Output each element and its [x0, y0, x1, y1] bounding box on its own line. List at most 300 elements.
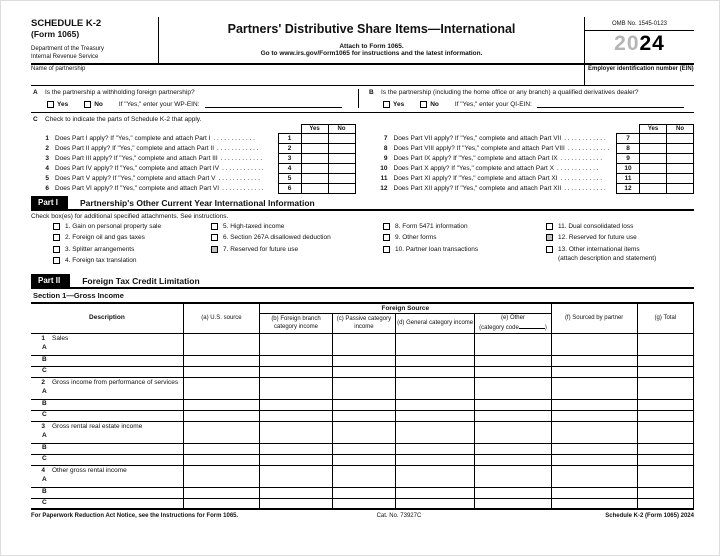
country-entry-line[interactable]: C [31, 410, 183, 421]
apply-row-num: 4 [45, 164, 49, 172]
grid-cell[interactable] [551, 377, 637, 388]
grid-cell[interactable] [637, 355, 693, 366]
col-b-header: (b) Foreign branch category income [260, 314, 333, 333]
grid-cell[interactable] [332, 410, 395, 421]
grid-cell[interactable] [332, 355, 395, 366]
attachment-label: 2. Foreign oil and gas taxes [65, 234, 145, 242]
grid-cell[interactable] [475, 344, 551, 355]
grid-cell[interactable] [260, 498, 333, 509]
apply-row-num: 11 [380, 174, 388, 182]
grid-cell[interactable] [551, 388, 637, 399]
apply-row-num: 8 [383, 144, 388, 152]
table-row-item-2 [31, 377, 694, 388]
question-b-yes-checkbox[interactable] [383, 101, 390, 108]
attachment-checkbox-1[interactable] [53, 223, 60, 230]
table-row-2B [31, 399, 694, 410]
grid-cell[interactable] [260, 344, 333, 355]
country-entry-line[interactable]: B [31, 399, 183, 410]
grid-cell[interactable] [183, 498, 259, 509]
grid-cell[interactable] [475, 454, 551, 465]
table-row-2C [31, 410, 694, 421]
grid-cell[interactable] [395, 454, 475, 465]
attachment-checkbox-3[interactable] [53, 246, 60, 253]
yes-column-header: Yes [639, 124, 667, 134]
grid-cell[interactable] [395, 366, 475, 377]
grid-cell[interactable] [637, 454, 693, 465]
grid-cell[interactable] [551, 366, 637, 377]
part-i-title: Partnership's Other Current Year International Information [80, 197, 315, 208]
table-row-4C [31, 498, 694, 509]
grid-cell[interactable] [260, 355, 333, 366]
section-1-heading: Section 1—Gross Income [31, 289, 694, 304]
grid-cell[interactable] [183, 454, 259, 465]
grid-cell[interactable] [395, 465, 475, 476]
grid-cell[interactable] [551, 443, 637, 454]
grid-cell[interactable] [475, 410, 551, 421]
attachment-checkbox-13[interactable] [546, 246, 553, 253]
country-entry-line[interactable]: A [31, 344, 183, 355]
grid-cell[interactable] [260, 399, 333, 410]
grid-cell[interactable] [395, 377, 475, 388]
attachment-item-11 [546, 223, 694, 230]
apply-row-text: Does Part X apply? If "Yes," complete and attach Part X [393, 164, 554, 172]
grid-cell[interactable] [475, 465, 551, 476]
grid-cell[interactable] [551, 344, 637, 355]
apply-table-right [370, 124, 695, 194]
grid-cell[interactable] [551, 465, 637, 476]
grid-cell[interactable] [183, 465, 259, 476]
part-i-checkbox-grid [31, 223, 694, 272]
apply-row-linenum: 8 [616, 143, 640, 154]
grid-cell[interactable] [395, 399, 475, 410]
grid-cell[interactable] [475, 377, 551, 388]
grid-cell[interactable] [260, 366, 333, 377]
apply-row-linenum: 7 [616, 133, 640, 144]
country-entry-line[interactable]: A [31, 476, 183, 487]
grid-cell[interactable] [395, 487, 475, 498]
attachment-checkbox-9[interactable] [383, 234, 390, 241]
part-i-bar [31, 196, 694, 211]
question-a-no-checkbox[interactable] [84, 101, 91, 108]
grid-cell[interactable] [551, 399, 637, 410]
grid-cell[interactable] [332, 344, 395, 355]
grid-cell[interactable] [183, 344, 259, 355]
schedule-name: SCHEDULE K-2 [31, 18, 102, 29]
grid-cell[interactable] [395, 432, 475, 443]
row-label: Gross rental real estate income [52, 422, 143, 430]
grid-cell[interactable] [551, 410, 637, 421]
apply-row-num: 9 [383, 154, 388, 162]
grid-cell[interactable] [332, 498, 395, 509]
grid-cell[interactable] [475, 366, 551, 377]
apply-row-text: Does Part IX apply? If "Yes," complete and attach Part IX [393, 154, 558, 162]
apply-row-linenum: 1 [278, 133, 302, 144]
grid-cell[interactable] [332, 333, 395, 344]
apply-row-linenum: 5 [278, 173, 302, 184]
attachment-item-9 [383, 234, 546, 241]
grid-cell[interactable] [551, 421, 637, 432]
grid-cell[interactable] [332, 476, 395, 487]
apply-row-6 [37, 183, 356, 194]
grid-cell[interactable] [637, 443, 693, 454]
grid-cell[interactable] [551, 355, 637, 366]
apply-row-linenum: 9 [616, 153, 640, 164]
paperwork-notice: For Paperwork Reduction Act Notice, see the Instructions for Form 1065. [31, 513, 239, 520]
grid-cell[interactable] [551, 498, 637, 509]
grid-cell[interactable] [260, 443, 333, 454]
grid-cell[interactable] [260, 388, 333, 399]
grid-cell[interactable] [260, 377, 333, 388]
no-column-header: No [328, 124, 356, 134]
grid-cell[interactable] [260, 421, 333, 432]
apply-row-linenum: 12 [616, 183, 640, 194]
grid-cell[interactable] [332, 399, 395, 410]
grid-cell[interactable] [183, 366, 259, 377]
apply-no-checkbox-6[interactable] [328, 183, 356, 194]
grid-cell[interactable] [183, 355, 259, 366]
grid-cell[interactable] [260, 487, 333, 498]
attachment-label: 6. Section 267A disallowed deduction [223, 234, 331, 242]
question-a-no-label: No [94, 100, 103, 108]
table-row-item-1 [31, 333, 694, 344]
grid-cell[interactable] [332, 421, 395, 432]
apply-row-num: 1 [45, 134, 49, 142]
attachment-label: 12. Reserved for future use [558, 234, 637, 242]
grid-cell[interactable] [637, 377, 693, 388]
grid-cell[interactable] [183, 421, 259, 432]
attachment-item-13-note: (attach description and statement) [558, 255, 657, 263]
grid-cell[interactable] [637, 476, 693, 487]
country-entry-line[interactable]: B [31, 443, 183, 454]
question-a [31, 89, 359, 108]
grid-cell[interactable] [637, 344, 693, 355]
dot-leader: . . . . . . . . . . . . [218, 174, 261, 182]
attachment-item-10 [383, 246, 546, 253]
table-row-4B [31, 487, 694, 498]
grid-cell[interactable] [332, 487, 395, 498]
attachment-label: 8. Form 5471 information [395, 222, 468, 230]
attachment-checkbox-4[interactable] [53, 257, 60, 264]
grid-cell[interactable] [475, 476, 551, 487]
row-number: 1 [41, 334, 45, 342]
grid-cell[interactable] [395, 344, 475, 355]
grid-cell[interactable] [551, 487, 637, 498]
apply-row-linenum: 4 [278, 163, 302, 174]
apply-row-text: Does Part VIII apply? If "Yes," complete and attach Part VIII [393, 144, 565, 152]
apply-row-text: Does Part XII apply? If "Yes," complete and attach Part XII [393, 184, 562, 192]
attachment-checkbox-6[interactable] [211, 234, 218, 241]
apply-row-text: Does Part III apply? If "Yes," complete and attach Part III [55, 154, 218, 162]
row-number: 3 [41, 422, 45, 430]
col-g-header: (g) Total [637, 304, 693, 334]
attachment-item-6 [211, 234, 383, 241]
apply-row-text: Does Part VI apply? If "Yes," complete and attach Part VI [55, 184, 220, 192]
dot-leader: . . . . . . . . . . . . [556, 164, 599, 172]
col-e-header [475, 314, 551, 333]
grid-cell[interactable] [551, 454, 637, 465]
question-b-letter: B [369, 88, 374, 96]
gross-income-table [31, 304, 694, 511]
grid-cell[interactable] [551, 432, 637, 443]
row-label: Gross income from performance of services [52, 378, 179, 386]
apply-row-text: Does Part V apply? If "Yes," complete and attach Part V [55, 174, 216, 182]
grid-cell[interactable] [637, 366, 693, 377]
grid-cell[interactable] [395, 443, 475, 454]
question-a-letter: A [33, 88, 38, 96]
attachment-item-12 [546, 234, 694, 241]
country-entry-line[interactable]: C [31, 454, 183, 465]
question-b [359, 89, 694, 108]
row-label: Other gross rental income [52, 466, 127, 474]
part-ii-title: Foreign Tax Credit Limitation [82, 275, 200, 286]
apply-no-checkbox-12[interactable] [666, 183, 694, 194]
attachment-item-3 [53, 246, 211, 253]
attachment-label: 3. Splitter arrangements [65, 245, 135, 253]
wp-ein-entry-line[interactable] [205, 100, 343, 108]
question-b-text: Is the partnership (including the home office or any branch) a qualified derivatives dealer? [381, 88, 639, 96]
grid-cell[interactable] [475, 355, 551, 366]
question-a-text: Is the partnership a withholding foreign partnership? [45, 88, 195, 96]
table-row-item-4 [31, 465, 694, 476]
form-header [31, 17, 694, 65]
grid-cell[interactable] [183, 410, 259, 421]
col-e-line2: (category code [479, 324, 519, 331]
grid-cell[interactable] [395, 421, 475, 432]
dept-line-2: Internal Revenue Service [31, 53, 99, 60]
apply-row-linenum: 6 [278, 183, 302, 194]
attachment-label: 4. Foreign tax translation [65, 257, 137, 265]
apply-row-12 [376, 183, 695, 194]
grid-cell[interactable] [183, 432, 259, 443]
grid-cell[interactable] [475, 487, 551, 498]
table-row-4A [31, 476, 694, 487]
foreign-source-header: Foreign Source [260, 304, 552, 314]
dot-leader: . . . . . . . . . . . . [222, 184, 264, 192]
grid-cell[interactable] [395, 355, 475, 366]
grid-cell[interactable] [637, 333, 693, 344]
dot-leader: . . . . . . . . . . . . [560, 174, 603, 182]
apply-table-left [31, 124, 370, 194]
dot-leader: . . . . . . . . . . . . [560, 154, 603, 162]
no-column-header: No [666, 124, 694, 134]
question-a-yes-label: Yes [57, 100, 69, 108]
apply-row-linenum: 11 [616, 173, 640, 184]
grid-cell[interactable] [475, 333, 551, 344]
apply-row-linenum: 3 [278, 153, 302, 164]
col-c-header: (c) Passive category income [332, 314, 395, 333]
ein-field[interactable]: Employer identification number (EIN) [584, 65, 694, 85]
grid-cell[interactable] [637, 421, 693, 432]
question-ab-row [31, 86, 694, 113]
grid-cell[interactable] [183, 476, 259, 487]
grid-cell[interactable] [183, 443, 259, 454]
grid-cell[interactable] [332, 366, 395, 377]
grid-cell[interactable] [551, 333, 637, 344]
attachment-checkbox-7-reserved [211, 246, 218, 253]
grid-cell[interactable] [395, 388, 475, 399]
apply-row-text: Does Part VII apply? If "Yes," complete and attach Part VII [393, 134, 562, 142]
grid-cell[interactable] [260, 465, 333, 476]
grid-cell[interactable] [551, 476, 637, 487]
col-d-header: (d) General category income [395, 314, 475, 333]
grid-cell[interactable] [395, 476, 475, 487]
grid-cell[interactable] [260, 432, 333, 443]
grid-cell[interactable] [260, 410, 333, 421]
grid-cell[interactable] [637, 432, 693, 443]
row-number: 4 [41, 466, 45, 474]
question-c-section [31, 113, 694, 194]
grid-cell[interactable] [332, 432, 395, 443]
part-i-label: Part I [31, 196, 68, 209]
attachment-item-2 [53, 234, 211, 241]
dot-leader: . . . . . . . . . . . . [217, 144, 259, 152]
grid-cell[interactable] [183, 377, 259, 388]
form-number: (Form 1065) [31, 29, 80, 40]
table-row-3C [31, 454, 694, 465]
dot-leader: . . . . . . . . . . . . [222, 164, 264, 172]
grid-cell[interactable] [637, 465, 693, 476]
country-entry-line[interactable]: C [31, 366, 183, 377]
attachment-checkbox-2[interactable] [53, 234, 60, 241]
attachment-checkbox-12-reserved [546, 234, 553, 241]
grid-cell[interactable] [637, 388, 693, 399]
grid-cell[interactable] [475, 498, 551, 509]
apply-row-num: 7 [383, 134, 388, 142]
attachment-checkbox-11[interactable] [546, 223, 553, 230]
dept-line-1: Department of the Treasury [31, 46, 105, 53]
country-entry-line[interactable]: C [31, 498, 183, 509]
grid-cell[interactable] [637, 487, 693, 498]
grid-cell[interactable] [332, 377, 395, 388]
attachment-item-1 [53, 223, 211, 230]
attachment-item-5 [211, 223, 383, 230]
apply-row-text: Does Part IV apply? If "Yes," complete and attach Part IV [55, 164, 220, 172]
footer-form-id: Schedule K-2 (Form 1065) 2024 [605, 513, 694, 520]
grid-cell[interactable] [395, 410, 475, 421]
apply-row-linenum: 10 [616, 163, 640, 174]
table-row-3A [31, 432, 694, 443]
attachment-item-7 [211, 246, 383, 253]
attachment-checkbox-10[interactable] [383, 246, 390, 253]
grid-cell[interactable] [332, 388, 395, 399]
category-code-entry-line[interactable] [519, 323, 545, 329]
attachment-label: 11. Dual consolidated loss [558, 222, 634, 230]
grid-cell[interactable] [637, 399, 693, 410]
attachment-label: 13. Other international items [558, 245, 640, 253]
apply-row-text: Does Part XI apply? If "Yes," complete and attach Part XI [393, 174, 558, 182]
col-description-header: Description [31, 304, 183, 334]
country-entry-line[interactable]: A [31, 432, 183, 443]
country-entry-line[interactable]: B [31, 355, 183, 366]
grid-cell[interactable] [395, 333, 475, 344]
catalog-number: Cat. No. 73927C [376, 513, 422, 520]
attachment-label: 7. Reserved for future use [223, 245, 299, 253]
apply-row-text: Does Part I apply? If "Yes," complete and attach Part I [55, 134, 211, 142]
omb-number: OMB No. 1545-0123 [585, 17, 694, 31]
title-block [159, 17, 584, 63]
apply-row-num: 6 [45, 184, 49, 192]
apply-row-num: 2 [45, 144, 49, 152]
col-f-header: (f) Sourced by partner [551, 304, 637, 334]
question-c-text: Check to indicate the parts of Schedule K-2 that apply. [45, 115, 202, 123]
grid-cell[interactable] [183, 487, 259, 498]
grid-cell[interactable] [475, 443, 551, 454]
attachment-label: 1. Gain on personal property sale [65, 222, 162, 230]
dot-leader: . . . . . . . . . . . . [567, 144, 610, 152]
apply-row-num: 3 [45, 154, 49, 162]
attachment-checkbox-8[interactable] [383, 223, 390, 230]
col-e-close-paren: ) [544, 324, 547, 331]
grid-cell[interactable] [332, 454, 395, 465]
grid-cell[interactable] [183, 388, 259, 399]
apply-row-num: 5 [45, 174, 49, 182]
apply-row-num: 12 [380, 184, 388, 192]
question-b-no-checkbox[interactable] [420, 101, 427, 108]
apply-yes-checkbox-6[interactable] [301, 183, 329, 194]
table-row-3B [31, 443, 694, 454]
table-row-item-3 [31, 421, 694, 432]
grid-cell[interactable] [332, 443, 395, 454]
table-row-1B [31, 355, 694, 366]
form-id-block [31, 17, 159, 63]
apply-yes-checkbox-12[interactable] [639, 183, 667, 194]
dot-leader: . . . . . . . . . . . . [564, 134, 606, 142]
attachment-label: 5. High-taxed income [223, 222, 285, 230]
grid-cell[interactable] [637, 498, 693, 509]
goto-instruction: Go to www.irs.gov/Form1065 for instructions and the latest information. [260, 50, 483, 57]
grid-cell[interactable] [395, 498, 475, 509]
apply-row-num: 10 [380, 164, 388, 172]
country-entry-line[interactable]: B [31, 487, 183, 498]
grid-cell[interactable] [475, 421, 551, 432]
name-ein-row [31, 65, 694, 86]
grid-cell[interactable] [260, 333, 333, 344]
table-row-2A [31, 388, 694, 399]
question-a-yes-checkbox[interactable] [47, 101, 54, 108]
grid-cell[interactable] [260, 454, 333, 465]
grid-cell[interactable] [183, 333, 259, 344]
grid-cell[interactable] [475, 388, 551, 399]
partnership-name-field[interactable]: Name of partnership [31, 65, 86, 72]
question-a-ifyes-label: If "Yes," enter your WP-EIN: [118, 100, 200, 108]
dot-leader: . . . . . . . . . . . . [564, 184, 606, 192]
part-i-subtitle: Check box(es) for additional specified attachments. See instructions. [31, 212, 229, 220]
attach-instruction: Attach to Form 1065. [339, 43, 404, 50]
country-entry-line[interactable]: A [31, 388, 183, 399]
attachment-item-13 [546, 246, 694, 253]
grid-cell[interactable] [260, 476, 333, 487]
apply-row-linenum: 2 [278, 143, 302, 154]
col-e-line1: (e) Other [500, 315, 525, 322]
attachment-checkbox-5[interactable] [211, 223, 218, 230]
grid-cell[interactable] [475, 432, 551, 443]
table-row-1C [31, 366, 694, 377]
part-ii-label: Part II [31, 274, 70, 287]
qi-ein-entry-line[interactable] [537, 100, 684, 108]
row-label: Sales [52, 334, 69, 342]
form-footer [31, 510, 694, 519]
tax-year [585, 31, 694, 54]
attachment-label: 9. Other forms [395, 234, 437, 242]
grid-cell[interactable] [183, 399, 259, 410]
grid-cell[interactable] [332, 465, 395, 476]
dot-leader: . . . . . . . . . . . . [220, 154, 263, 162]
attachment-label: 10. Partner loan transactions [395, 245, 479, 253]
table-row-1A [31, 344, 694, 355]
part-ii-bar [31, 274, 694, 289]
grid-cell[interactable] [637, 410, 693, 421]
grid-cell[interactable] [475, 399, 551, 410]
